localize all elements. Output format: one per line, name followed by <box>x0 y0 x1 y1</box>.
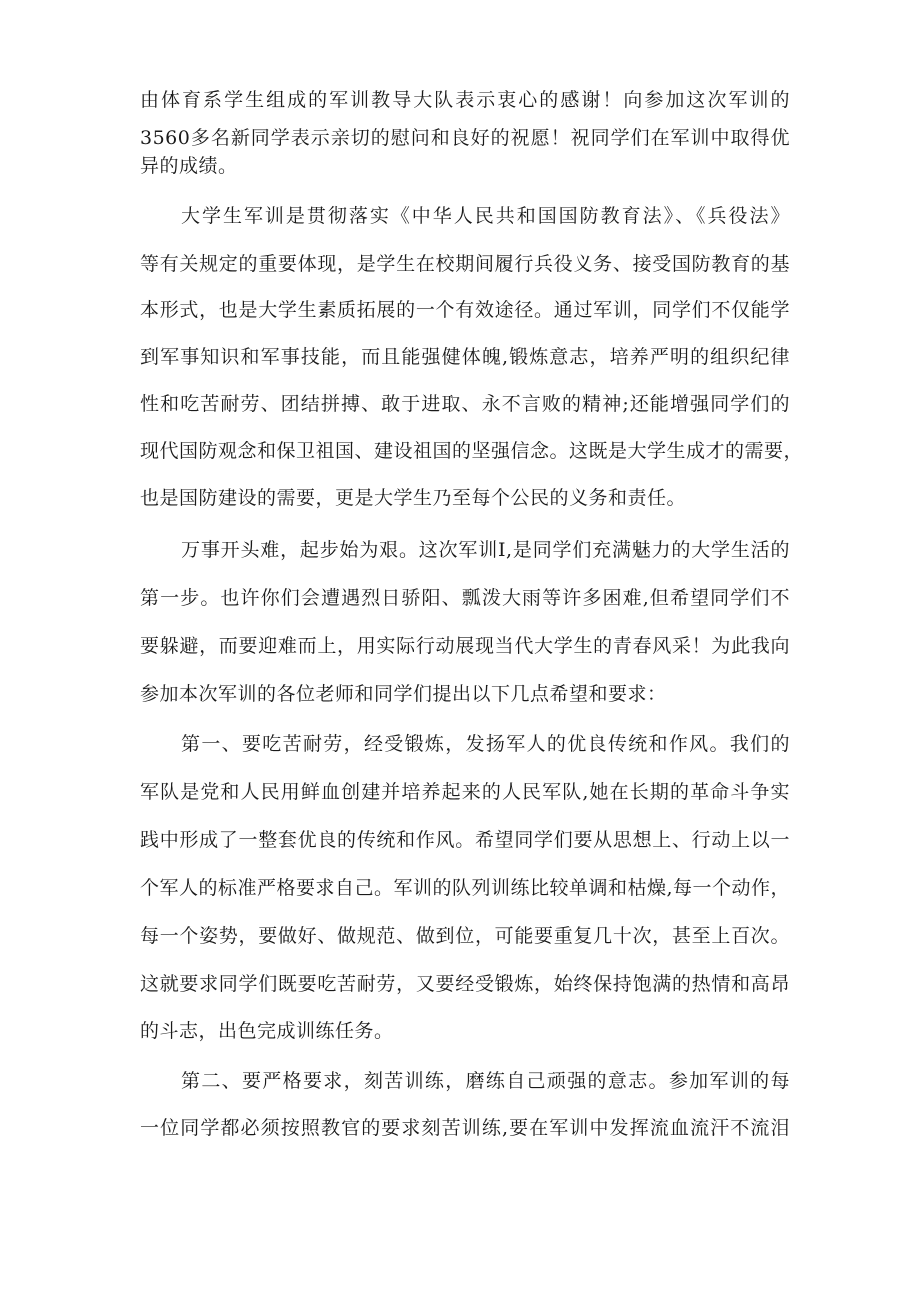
text-line: 参加本次军训的各位老师和同学们提出以下几点希望和要求： <box>140 683 667 705</box>
text-line: 个军人的标准严格要求自己。军训的队列训练比较单调和枯燥,每一个动作， <box>140 877 791 899</box>
text-line: 第一步。也许你们会遭遇烈日骄阳、瓢泼大雨等许多困难,但希望同学们不 <box>140 587 790 609</box>
text-line: 的斗志，出色完成训练任务。 <box>140 1020 394 1042</box>
text-line: 等有关规定的重要体现，是学生在校期间履行兵役义务、接受国防教育的基 <box>140 253 790 275</box>
text-line: 每一个姿势，要做好、做规范、做到位，可能要重复几十次，甚至上百次。 <box>140 925 790 947</box>
text-line: 践中形成了一整套优良的传统和作风。希望同学们要从思想上、行动上以一 <box>140 829 790 851</box>
text-line: 第二、要严格要求，刻苦训练，磨练自己顽强的意志。参加军训的每 <box>181 1070 790 1092</box>
text-line: 这就要求同学们既要吃苦耐劳，又要经受锻炼，始终保持饱满的热情和高昂 <box>140 973 790 995</box>
text-line: 到军事知识和军事技能，而且能强健体魄,锻炼意志，培养严明的组织纪律 <box>140 346 790 368</box>
text-line: 要躲避，而要迎难而上，用实际行动展现当代大学生的青春风采！为此我向 <box>140 635 790 657</box>
text-line: 万事开头难，起步始为艰。这次军训I,是同学们充满魅力的大学生活的 <box>181 539 790 561</box>
text-line: 本形式，也是大学生素质拓展的一个有效途径。通过军训，同学们不仅能学 <box>140 299 790 321</box>
text-line: 异的成绩。 <box>140 155 238 177</box>
text-line: 3560多名新同学表示亲切的慰问和良好的祝愿！祝同学们在军训中取得优 <box>140 127 790 149</box>
text-line: 第一、要吃苦耐劳，经受锻炼，发扬军人的优良传统和作风。我们的 <box>181 733 790 755</box>
text-line: 也是国防建设的需要，更是大学生乃至每个公民的义务和责任。 <box>140 487 687 509</box>
text-line: 由体育系学生组成的军训教导大队表示衷心的感谢！向参加这次军训的 <box>140 89 790 111</box>
text-line: 现代国防观念和保卫祖国、建设祖国的坚强信念。这既是大学生成才的需要， <box>140 440 804 462</box>
text-line: 性和吃苦耐劳、团结拼搏、敢于进取、永不言败的精神;还能增强同学们的 <box>140 393 790 415</box>
text-line: 军队是党和人民用鲜血创建并培养起来的人民军队,她在长期的革命斗争实 <box>140 781 790 803</box>
text-line: 一位同学都必须按照教官的要求刻苦训练,要在军训中发挥流血流汗不流泪 <box>140 1117 790 1139</box>
text-line: 大学生军训是贯彻落实《中华人民共和国国防教育法》、《兵役法》 <box>181 205 790 227</box>
